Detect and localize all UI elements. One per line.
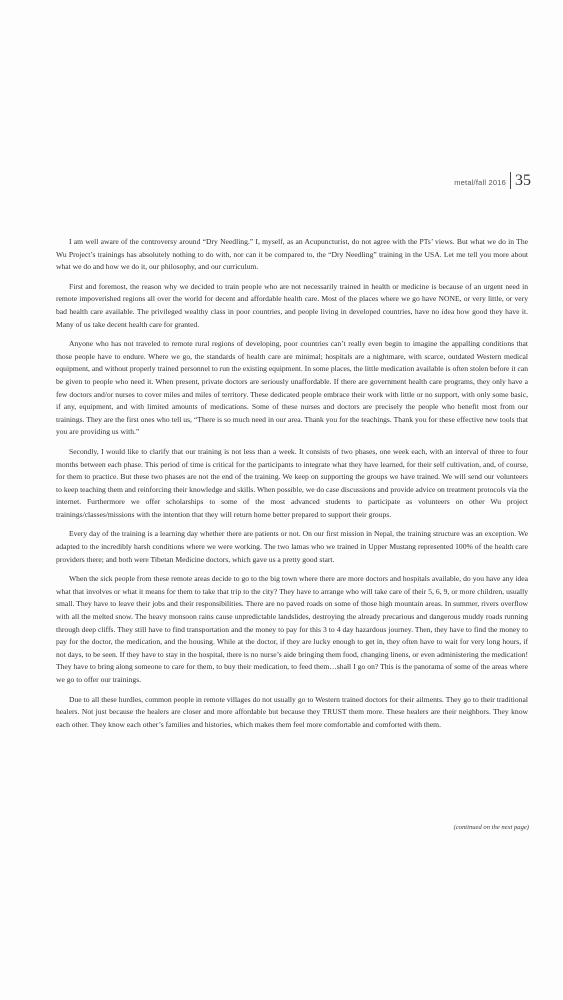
page-header xyxy=(454,172,531,189)
paragraph: When the sick people from these remote areas decide to go to the big town where there are more doctors and hospitals available, do you have any idea what that involves or what it means for them to take that trip to the city? They have to arrange who will take care of their 5, 6, 9, or more children, usually small. They have to leave their jobs and their responsibilities. There are no paved roads on some of those high mountain areas. In summer, rivers overflow with all the melted snow. The heavy monsoon rains cause unpredictable landslides, destroying the already precarious and dangerous muddy roads running through deep cliffs. They still have to find transportation and the money to pay for this 3 to 4 day hazardous journey. Then, they have to find the money to pay for the doctor, the medication, and the housing. While at the doctor, if they are lucky enough to get in, they often have to wait for very long hours, if not days, to be seen. If they have to stay in the hospital, there is no nurse’s aide bringing them food, changing linens, or even administering the medication! They have to bring along someone to care for them, to buy their medication, to feed them…shall I go on? This is the panorama of some of the areas where we go to offer our trainings. xyxy=(56,574,528,684)
header-divider xyxy=(510,172,511,189)
running-head: metal/fall 2016 xyxy=(454,177,506,187)
paragraph: Anyone who has not traveled to remote rural regions of developing, poor countries can’t really even begin to imagine the appalling conditions that those people have to endure. Where we go, the standards of health care are minimal; hospitals are a nightmare, with scarce, outdated Western medical equipment, and without properly trained personnel to run the existing equipment. In some places, the little medication available is often stolen before it can be given to people who need it. When present, private doctors are seriously unaffordable. If there are government health care programs, they only have a few doctors and/or nurses to cover miles and miles of territory. These dedicated people embrace their work with little or no support, with only some basic, if any, equipment, and with limited amounts of medications. Some of these nurses and doctors are precisely the people who benefit most from our trainings. They are the first ones who tell us, “There is so much need in our area. Thank you for the teachings. Thank you for these effective new tools that you are providing us with.” xyxy=(56,339,528,437)
page-number: 35 xyxy=(515,171,531,189)
paragraph: I am well aware of the controversy around “Dry Needling.” I, myself, as an Acupuncturist, do not agree with the PTs’ views. But what we do in The Wu Project’s trainings has absolutely nothing to do with, nor can it be compared to, the “Dry Needling” training in the USA. Let me tell you more about what we do and how we do it, our philosophy, and our curriculum. xyxy=(56,237,528,272)
paragraph: Due to all these hurdles, common people in remote villages do not usually go to Western trained doctors for their ailments. They go to their traditional healers. Not just because the healers are closer and more affordable but because they TRUST them more. These healers are their neighbors. They know each other. They know each other’s families and histories, which makes them feel more comfortable and comforted with them. xyxy=(56,694,528,729)
paragraph: Secondly, I would like to clarify that our training is not less than a week. It consists of two phases, one week each, with an interval of three to four months between each phase. This period of time is critical for the participants to integrate what they have learned, for their self cultivation, and, of course, for them to practice. But these two phases are not the end of the training. We keep on supporting the groups we have trained. We will send our volunteers to keep teaching them and reinforcing their knowledge and skills. When possible, we do case discussions and provide advice on treatment protocols via the internet. Furthermore we offer scholarships to some of the most advanced students to participate as volunteers on other Wu project trainings/classes/missions with the intention that they will return home better prepared to support their groups. xyxy=(56,446,528,519)
continued-note: (continued on the next page) xyxy=(453,824,529,831)
paragraph: Every day of the training is a learning day whether there are patients or not. On our first mission in Nepal, the training structure was an exception. We adapted to the incredibly harsh conditions where we were working. The two lamas who we trained in Upper Mustang represented 100% of the health care providers there; and both were Tibetan Medicine doctors, which gave us a pretty good start. xyxy=(56,529,528,564)
article-body xyxy=(56,236,528,738)
paragraph: First and foremost, the reason why we decided to train people who are not necessarily trained in health or medicine is because of an urgent need in remote impoverished regions all over the world for decent and affordable health care. Most of the places where we go have NONE, or very little, or very bad health care available. The privileged wealthy class in poor countries, and people living in developed countries, have no idea how good they have it. Many of us take decent health care for granted. xyxy=(56,281,528,329)
